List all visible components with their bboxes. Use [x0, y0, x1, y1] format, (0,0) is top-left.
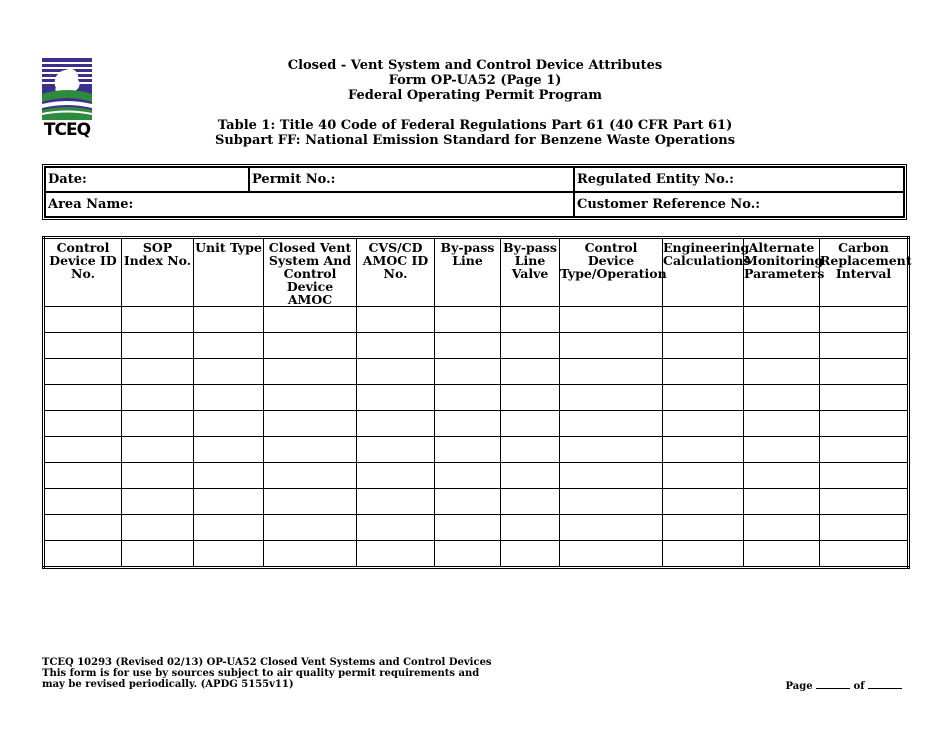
table-cell[interactable]: [194, 359, 264, 385]
table-cell[interactable]: [122, 437, 194, 463]
table-row: [44, 541, 909, 568]
table-row: [44, 437, 909, 463]
table-cell[interactable]: [744, 359, 820, 385]
table-cell[interactable]: [744, 307, 820, 333]
table-cell[interactable]: [560, 385, 663, 411]
table-cell[interactable]: [44, 411, 122, 437]
table-cell[interactable]: [560, 437, 663, 463]
form-number: Form OP-UA52 (Page 1): [388, 73, 562, 88]
table-cell[interactable]: [435, 307, 501, 333]
table-cell[interactable]: [560, 411, 663, 437]
column-header: SOP Index No.: [122, 238, 194, 307]
table-cell[interactable]: [194, 437, 264, 463]
table-header-row: [44, 238, 909, 307]
table-cell[interactable]: [820, 437, 909, 463]
table-header: [0, 118, 950, 148]
table-cell[interactable]: [744, 541, 820, 568]
table-cell[interactable]: [501, 437, 560, 463]
table-cell[interactable]: [501, 333, 560, 359]
table-cell[interactable]: [435, 541, 501, 568]
regulated-entity-field[interactable]: Regulated Entity No.:: [574, 167, 904, 192]
area-name-field[interactable]: Area Name:: [45, 192, 574, 217]
table-row: [44, 411, 909, 437]
table-cell[interactable]: [663, 463, 744, 489]
table-row: [44, 385, 909, 411]
table-cell[interactable]: [501, 385, 560, 411]
program-name: Federal Operating Permit Program: [347, 88, 603, 103]
table-cell[interactable]: [435, 463, 501, 489]
table-cell[interactable]: [820, 385, 909, 411]
table-cell[interactable]: [501, 541, 560, 568]
table-cell[interactable]: [663, 541, 744, 568]
table-row: [44, 489, 909, 515]
table-cell[interactable]: [44, 333, 122, 359]
table-row: [44, 333, 909, 359]
table-cell[interactable]: [820, 333, 909, 359]
table-cell[interactable]: [122, 515, 194, 541]
table-cell[interactable]: [44, 489, 122, 515]
table-row: [44, 307, 909, 333]
table-row: [44, 359, 909, 385]
permit-no-field[interactable]: Permit No.:: [249, 167, 574, 192]
customer-reference-field[interactable]: Customer Reference No.:: [574, 192, 904, 217]
column-header: Control Device Type/Operation: [560, 238, 663, 307]
table-cell[interactable]: [122, 307, 194, 333]
table-cell[interactable]: [264, 463, 357, 489]
table-cell[interactable]: [357, 307, 435, 333]
table-cell[interactable]: [194, 489, 264, 515]
column-header: Carbon Replacement Interval: [820, 238, 909, 307]
table-cell[interactable]: [122, 541, 194, 568]
date-field[interactable]: Date:: [45, 167, 249, 192]
column-header: Control Device ID No.: [44, 238, 122, 307]
table-cell[interactable]: [744, 411, 820, 437]
table-cell[interactable]: [820, 307, 909, 333]
page-total-blank[interactable]: [868, 679, 902, 689]
table-subtitle: Subpart FF: National Emission Standard for Benzene Waste Operations: [214, 133, 736, 148]
footer-line-1: TCEQ 10293 (Revised 02/13) OP-UA52 Closed Vent Systems and Control Devices: [42, 657, 492, 668]
table-cell[interactable]: [44, 359, 122, 385]
table-cell[interactable]: [357, 333, 435, 359]
footer-line-2: This form is for use by sources subject to air quality permit requirements and: [42, 668, 480, 679]
column-header: By-pass Line Valve: [501, 238, 560, 307]
page-number: [785, 679, 902, 692]
table-cell[interactable]: [501, 515, 560, 541]
table-cell[interactable]: [264, 437, 357, 463]
table-cell[interactable]: [435, 333, 501, 359]
table-cell[interactable]: [435, 489, 501, 515]
table-cell[interactable]: [501, 359, 560, 385]
table-cell[interactable]: [264, 385, 357, 411]
table-cell[interactable]: [357, 411, 435, 437]
table-row: [44, 515, 909, 541]
table-cell[interactable]: [560, 515, 663, 541]
table-cell[interactable]: [264, 359, 357, 385]
table-cell[interactable]: [357, 359, 435, 385]
table-cell[interactable]: [357, 463, 435, 489]
table-cell[interactable]: [194, 463, 264, 489]
table-cell[interactable]: [194, 307, 264, 333]
table-cell[interactable]: [357, 489, 435, 515]
table-cell[interactable]: [194, 411, 264, 437]
table-cell[interactable]: [663, 385, 744, 411]
table-cell[interactable]: [501, 411, 560, 437]
table-cell[interactable]: [560, 489, 663, 515]
form-footer: [42, 657, 492, 690]
table-title: Table 1: Title 40 Code of Federal Regulations Part 61 (40 CFR Part 61): [217, 118, 733, 133]
table-cell[interactable]: [264, 333, 357, 359]
table-cell[interactable]: [820, 515, 909, 541]
table-cell[interactable]: [357, 437, 435, 463]
table-cell[interactable]: [560, 359, 663, 385]
table-cell[interactable]: [560, 541, 663, 568]
data-table: [42, 236, 910, 569]
table-cell[interactable]: [820, 489, 909, 515]
table-cell[interactable]: [663, 411, 744, 437]
logo-text: TCEQ: [43, 120, 91, 140]
table-cell[interactable]: [663, 489, 744, 515]
column-header: Closed Vent System And Control Device AMOC: [264, 238, 357, 307]
table-cell[interactable]: [820, 359, 909, 385]
table-cell[interactable]: [663, 437, 744, 463]
table-cell[interactable]: [122, 359, 194, 385]
table-cell[interactable]: [663, 307, 744, 333]
table-cell[interactable]: [435, 385, 501, 411]
table-cell[interactable]: [122, 385, 194, 411]
table-cell[interactable]: [194, 385, 264, 411]
table-cell[interactable]: [744, 385, 820, 411]
page-label: Page: [785, 681, 813, 692]
table-cell[interactable]: [744, 437, 820, 463]
table-cell[interactable]: [560, 333, 663, 359]
table-cell[interactable]: [264, 307, 357, 333]
table-cell[interactable]: [194, 541, 264, 568]
table-cell[interactable]: [44, 307, 122, 333]
table-cell[interactable]: [44, 385, 122, 411]
table-cell[interactable]: [357, 385, 435, 411]
table-cell[interactable]: [744, 515, 820, 541]
table-cell[interactable]: [663, 359, 744, 385]
table-cell[interactable]: [663, 333, 744, 359]
table-row: [44, 463, 909, 489]
table-cell[interactable]: [501, 463, 560, 489]
table-cell[interactable]: [264, 411, 357, 437]
table-cell[interactable]: [44, 437, 122, 463]
table-cell[interactable]: [435, 515, 501, 541]
table-cell[interactable]: [44, 463, 122, 489]
table-cell[interactable]: [264, 541, 357, 568]
table-cell[interactable]: [744, 489, 820, 515]
table-cell[interactable]: [560, 463, 663, 489]
table-cell[interactable]: [264, 515, 357, 541]
table-cell[interactable]: [435, 359, 501, 385]
table-cell[interactable]: [820, 463, 909, 489]
form-header: [0, 58, 950, 103]
table-cell[interactable]: [194, 333, 264, 359]
column-header: Engineering Calculations: [663, 238, 744, 307]
table-cell[interactable]: [194, 515, 264, 541]
table-cell[interactable]: [44, 541, 122, 568]
footer-line-3: may be revised periodically. (APDG 5155v11): [42, 679, 294, 690]
table-cell[interactable]: [435, 437, 501, 463]
table-body: [44, 307, 909, 568]
table-cell[interactable]: [122, 411, 194, 437]
table-cell[interactable]: [122, 463, 194, 489]
table-cell[interactable]: [663, 515, 744, 541]
table-cell[interactable]: [264, 489, 357, 515]
column-header: CVS/CD AMOC ID No.: [357, 238, 435, 307]
table-cell[interactable]: [122, 333, 194, 359]
column-header: By-pass Line: [435, 238, 501, 307]
info-table: [42, 164, 907, 220]
table-cell[interactable]: [435, 411, 501, 437]
table-cell[interactable]: [820, 411, 909, 437]
table-cell[interactable]: [744, 463, 820, 489]
table-cell[interactable]: [501, 489, 560, 515]
table-cell[interactable]: [357, 541, 435, 568]
table-cell[interactable]: [820, 541, 909, 568]
table-cell[interactable]: [122, 489, 194, 515]
table-cell[interactable]: [560, 307, 663, 333]
table-cell[interactable]: [44, 515, 122, 541]
column-header: Unit Type: [194, 238, 264, 307]
form-title: Closed - Vent System and Control Device Attributes: [287, 58, 663, 73]
table-cell[interactable]: [744, 333, 820, 359]
table-cell[interactable]: [501, 307, 560, 333]
table-cell[interactable]: [357, 515, 435, 541]
column-header: Alternate Monitoring Parameters: [744, 238, 820, 307]
of-label: of: [853, 681, 865, 692]
page-current-blank[interactable]: [816, 679, 850, 689]
